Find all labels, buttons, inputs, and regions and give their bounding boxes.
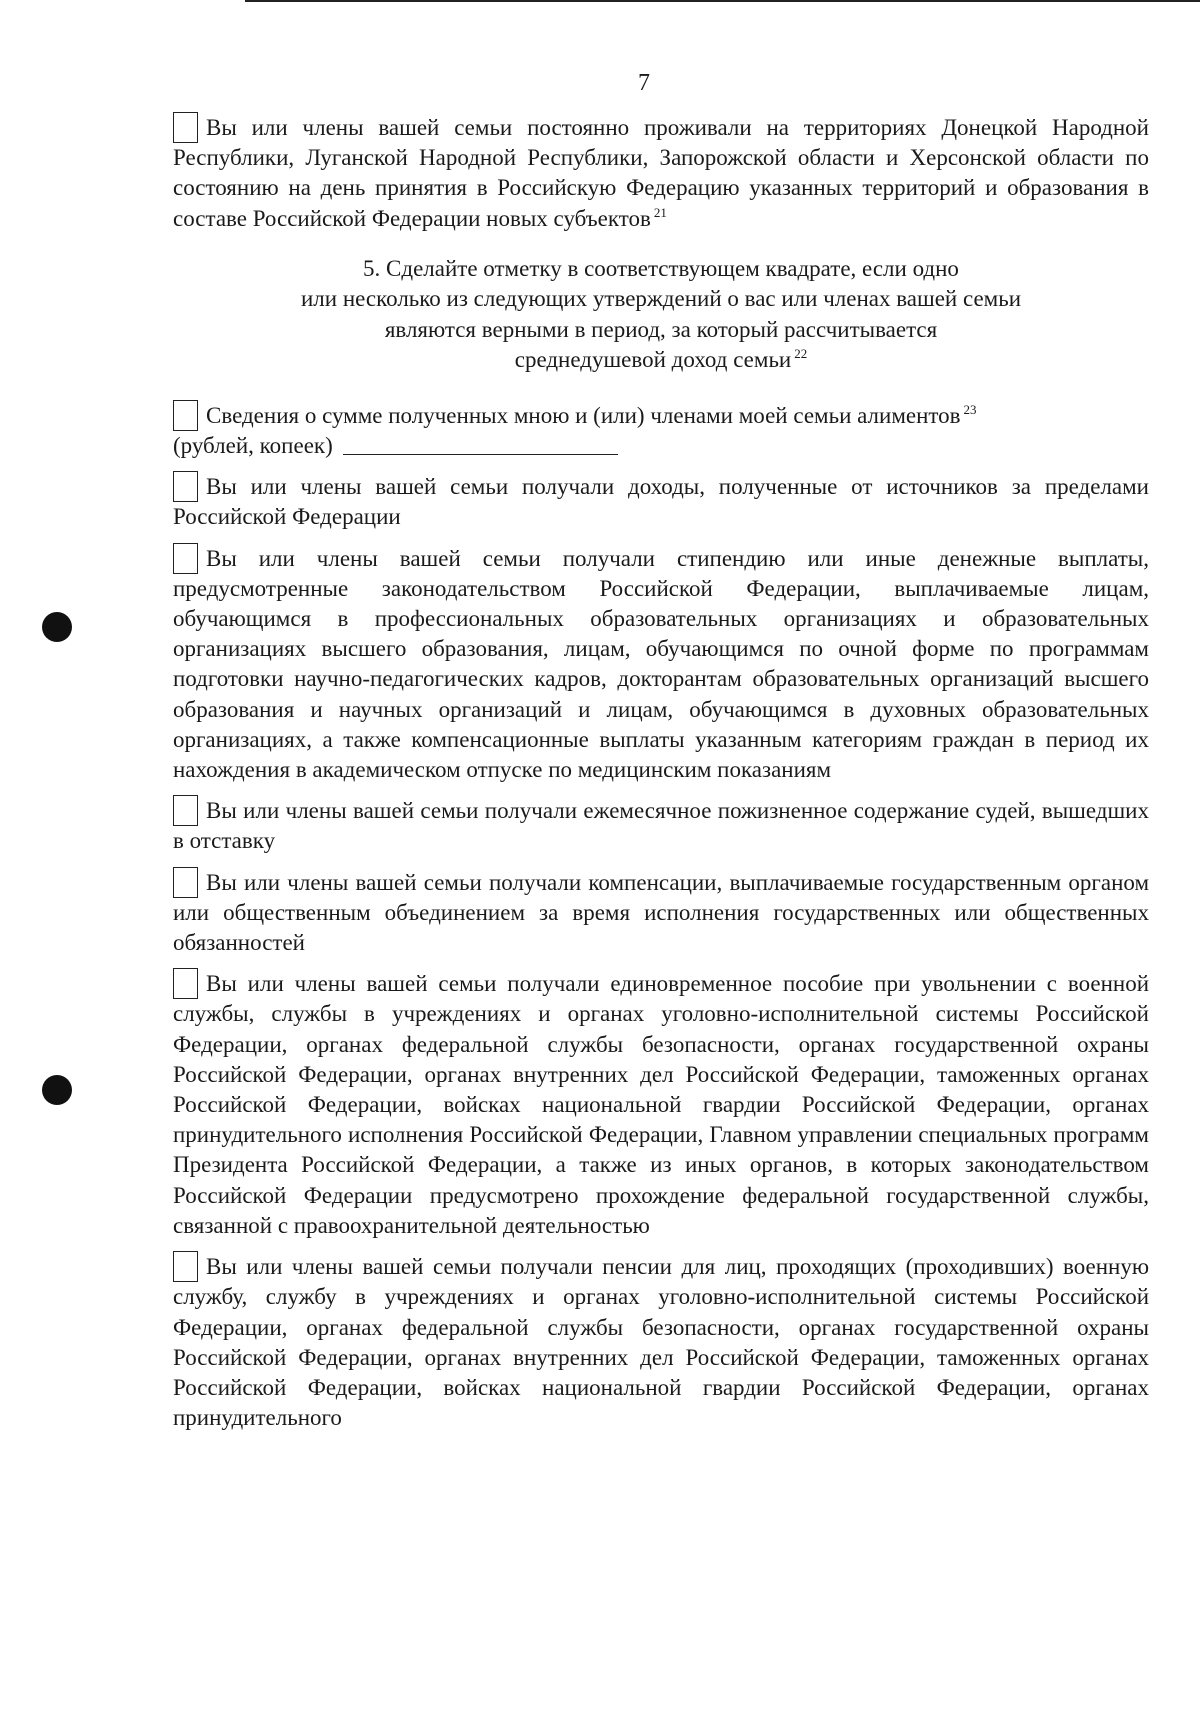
checkbox-item-scholarship <box>173 543 1149 786</box>
item-text: Сведения о сумме полученных мною и (или) членами моей семьи алиментов <box>206 402 961 428</box>
item-text: Вы или члены вашей семьи получали компенсации, выплачиваемые государственным органом или общественным объединением за время исполнения государственных или общественных обязанностей <box>173 869 1149 956</box>
punch-hole-top <box>42 612 72 642</box>
punch-hole-bottom <box>42 1075 72 1105</box>
footnote-ref: 22 <box>794 346 808 362</box>
checkbox-dismissal-allowance[interactable] <box>173 968 198 999</box>
checkbox-item-dismissal-allowance <box>173 968 1149 1241</box>
section-5-heading <box>173 254 1149 376</box>
checkbox-scholarship[interactable] <box>173 543 198 574</box>
scan-edge-line <box>245 0 1200 2</box>
item-text: Вы или члены вашей семьи получали стипендию или иные денежные выплаты, предусмотренные законодательством Российской Федерации, выплачиваемые лицам, обучающимся в профессиональных образовательных организациях и образовательных организациях высшего образования, лицам, обучающимся по очной форме по программам подготовки научно-педагогических кадров, докторантам образовательных организаций высшего образования и научных организаций и лицам, обучающимся в духовных образовательных организациях, а также компенсационные выплаты указанным категориям граждан в период их нахождения в академическом отпуске по медицинским показаниям <box>173 545 1149 783</box>
page-number: 7 <box>638 70 650 96</box>
checkbox-item-foreign-income <box>173 471 1149 532</box>
checkbox-item-alimony <box>173 400 1149 461</box>
checkbox-item-compensation <box>173 867 1149 959</box>
heading-line: 5. Сделайте отметку в соответствующем квадрате, если одно <box>363 255 959 281</box>
footnote-ref: 23 <box>963 401 977 417</box>
checkbox-item-pensions <box>173 1251 1149 1433</box>
item-text: Вы или члены вашей семьи получали единовременное пособие при увольнении с военной службы, службы в учреждениях и органах уголовно-исполнительной системы Российской Федерации, органах федеральной службы безопасности, органах государственной охраны Российской Федерации, органах внутренних дел Российской Федерации, таможенных органах Российской Федерации, войсках национальной гвардии Российской Федерации, органах принудительного исполнения Российской Федерации, Главном управлении специальных программ Президента Российской Федерации, а также из иных органов, в которых законодательством Российской Федерации предусмотрено прохождение федеральной государственной службы, связанной с правоохранительной деятельностью <box>173 971 1149 1238</box>
heading-line: являются верными в период, за который рассчитывается <box>384 316 938 342</box>
item-text: Вы или члены вашей семьи получали ежемесячное пожизненное содержание судей, вышедших в отставку <box>173 798 1149 854</box>
footnote-ref: 21 <box>653 204 667 220</box>
item-text: Вы или члены вашей семьи постоянно проживали на территориях Донецкой Народной Республики, Луганской Народной Республики, Запорожской области и Херсонской области по состоянию на день принятия в Российскую Федерацию указанных территорий и образования в составе Российской Федерации новых субъектов <box>173 115 1149 231</box>
checkbox-alimony[interactable] <box>173 400 198 431</box>
checkbox-pensions[interactable] <box>173 1251 198 1282</box>
alimony-amount-field[interactable] <box>343 434 618 455</box>
form-content <box>173 112 1149 1443</box>
checkbox-item-territories <box>173 112 1149 234</box>
checkbox-item-judges <box>173 795 1149 856</box>
item-text: Вы или члены вашей семьи получали пенсии для лиц, проходящих (проходивших) военную службу, службу в учреждениях и органах уголовно-исполнительной системы Российской Федерации, органах федеральной службы безопасности, органах государственной охраны Российской Федерации, органах внутренних дел Российской Федерации, таможенных органах Российской Федерации, войсках национальной гвардии Российской Федерации, органах принудительного <box>173 1254 1149 1431</box>
heading-line: среднедушевой доход семьи $^{22}$ <box>514 346 808 373</box>
checkbox-territories[interactable] <box>173 112 198 143</box>
checkbox-foreign-income[interactable] <box>173 471 198 502</box>
alimony-unit-label: (рублей, копеек) <box>173 433 333 459</box>
item-text: Вы или члены вашей семьи получали доходы, полученные от источников за пределами Российской Федерации <box>173 474 1149 530</box>
heading-line: или несколько из следующих утверждений о вас или членах вашей семьи <box>300 286 1022 312</box>
checkbox-judges[interactable] <box>173 795 198 826</box>
checkbox-compensation[interactable] <box>173 867 198 898</box>
